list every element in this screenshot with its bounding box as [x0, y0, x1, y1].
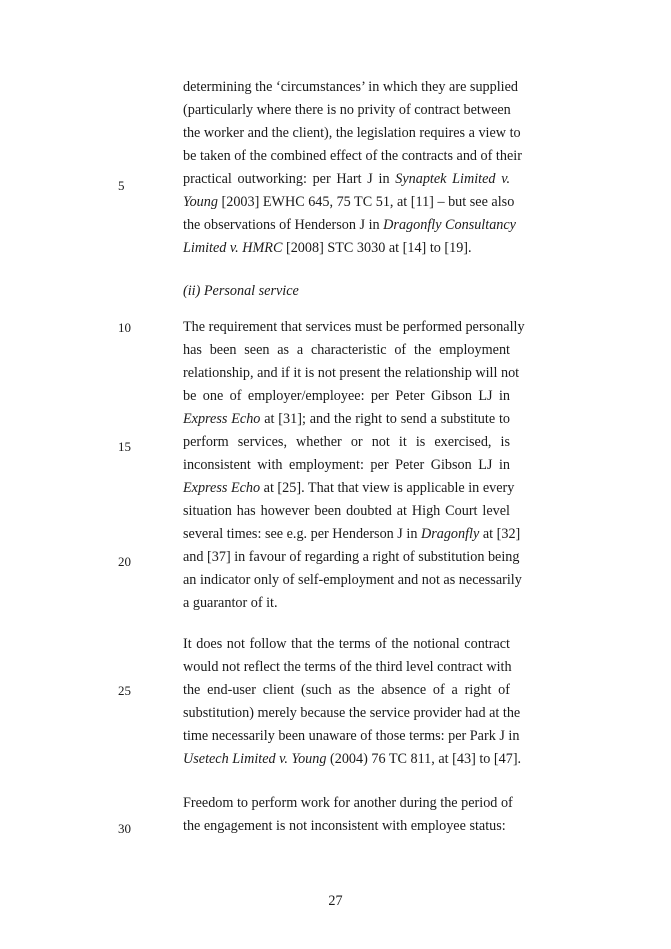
text-line: Usetech Limited v. Young (2004) 76 TC 811, at [43] to [47]. — [183, 751, 522, 767]
text-line: a guarantor of it. — [183, 595, 278, 611]
text-line: and [37] in favour of regarding a right of substitution being — [183, 549, 520, 565]
text-line: several times: see e.g. per Henderson J in Dragonfly at [32] — [183, 526, 521, 542]
text-line: Limited v. HMRC [2008] STC 3030 at [14] to [19]. — [183, 240, 472, 256]
text-line: substitution) merely because the service provider had at the — [183, 705, 521, 721]
line-number-20: 20 — [118, 554, 131, 569]
line-number-15: 15 — [118, 439, 131, 454]
text-line: be taken of the combined effect of the contracts and of their — [183, 148, 522, 164]
text-line: It does not follow that the terms of the notional contract — [183, 636, 510, 652]
text-line: the end-user client (such as the absence of a right of — [183, 682, 510, 698]
italic-citation: Dragonfly — [420, 526, 480, 542]
line-number-30: 30 — [118, 821, 131, 836]
page-number: 27 — [328, 893, 343, 909]
text-line: the observations of Henderson J in Dragonfly Consultancy — [183, 217, 516, 233]
text-line: situation has however been doubted at High Court level — [183, 503, 510, 519]
text-line: Freedom to perform work for another during the period of — [183, 795, 513, 811]
text-line: Express Echo at [31]; and the right to send a substitute to — [183, 411, 510, 427]
text-line: practical outworking: per Hart J in Synaptek Limited v. — [183, 171, 510, 187]
italic-citation: Usetech Limited v. Young — [183, 751, 327, 767]
text-line: the engagement is not inconsistent with employee status: — [183, 818, 506, 834]
text-line: relationship, and if it is not present the relationship will not — [183, 365, 520, 381]
text-line: be one of employer/employee: per Peter Gibson LJ in — [183, 388, 510, 404]
text-line: determining the ‘circumstances’ in which they are supplied — [183, 79, 518, 95]
italic-citation: Express Echo — [183, 411, 261, 427]
text-line: (particularly where there is no privity of contract between — [183, 102, 511, 118]
text-line: the worker and the client), the legislation requires a view to — [183, 125, 521, 141]
italic-citation: Synaptek Limited v. — [395, 171, 510, 187]
text-line: perform services, whether or not it is exercised, is — [183, 434, 510, 450]
text-line: time necessarily been unaware of those terms: per Park J in — [183, 728, 520, 744]
italic-citation: Dragonfly Consultancy — [383, 217, 516, 233]
text-line: Express Echo at [25]. That that view is applicable in every — [183, 480, 515, 496]
italic-citation: Express Echo — [183, 480, 261, 496]
line-number-5: 5 — [118, 178, 125, 193]
line-number-10: 10 — [118, 320, 131, 335]
text-line: would not reflect the terms of the third level contract with — [183, 659, 512, 675]
text-line: The requirement that services must be performed personally — [183, 319, 525, 335]
italic-citation: Young — [183, 194, 218, 210]
heading-text: (ii) Personal service — [183, 283, 299, 299]
line-number-25: 25 — [118, 683, 131, 698]
text-line: inconsistent with employment: per Peter Gibson LJ in — [183, 457, 510, 473]
text-line: an indicator only of self-employment and not as necessarily — [183, 572, 522, 588]
italic-citation: Limited v. HMRC — [183, 240, 283, 256]
text-line: has been seen as a characteristic of the employment — [183, 342, 510, 358]
text-line: Young [2003] EWHC 645, 75 TC 51, at [11] – but see also — [183, 194, 515, 210]
